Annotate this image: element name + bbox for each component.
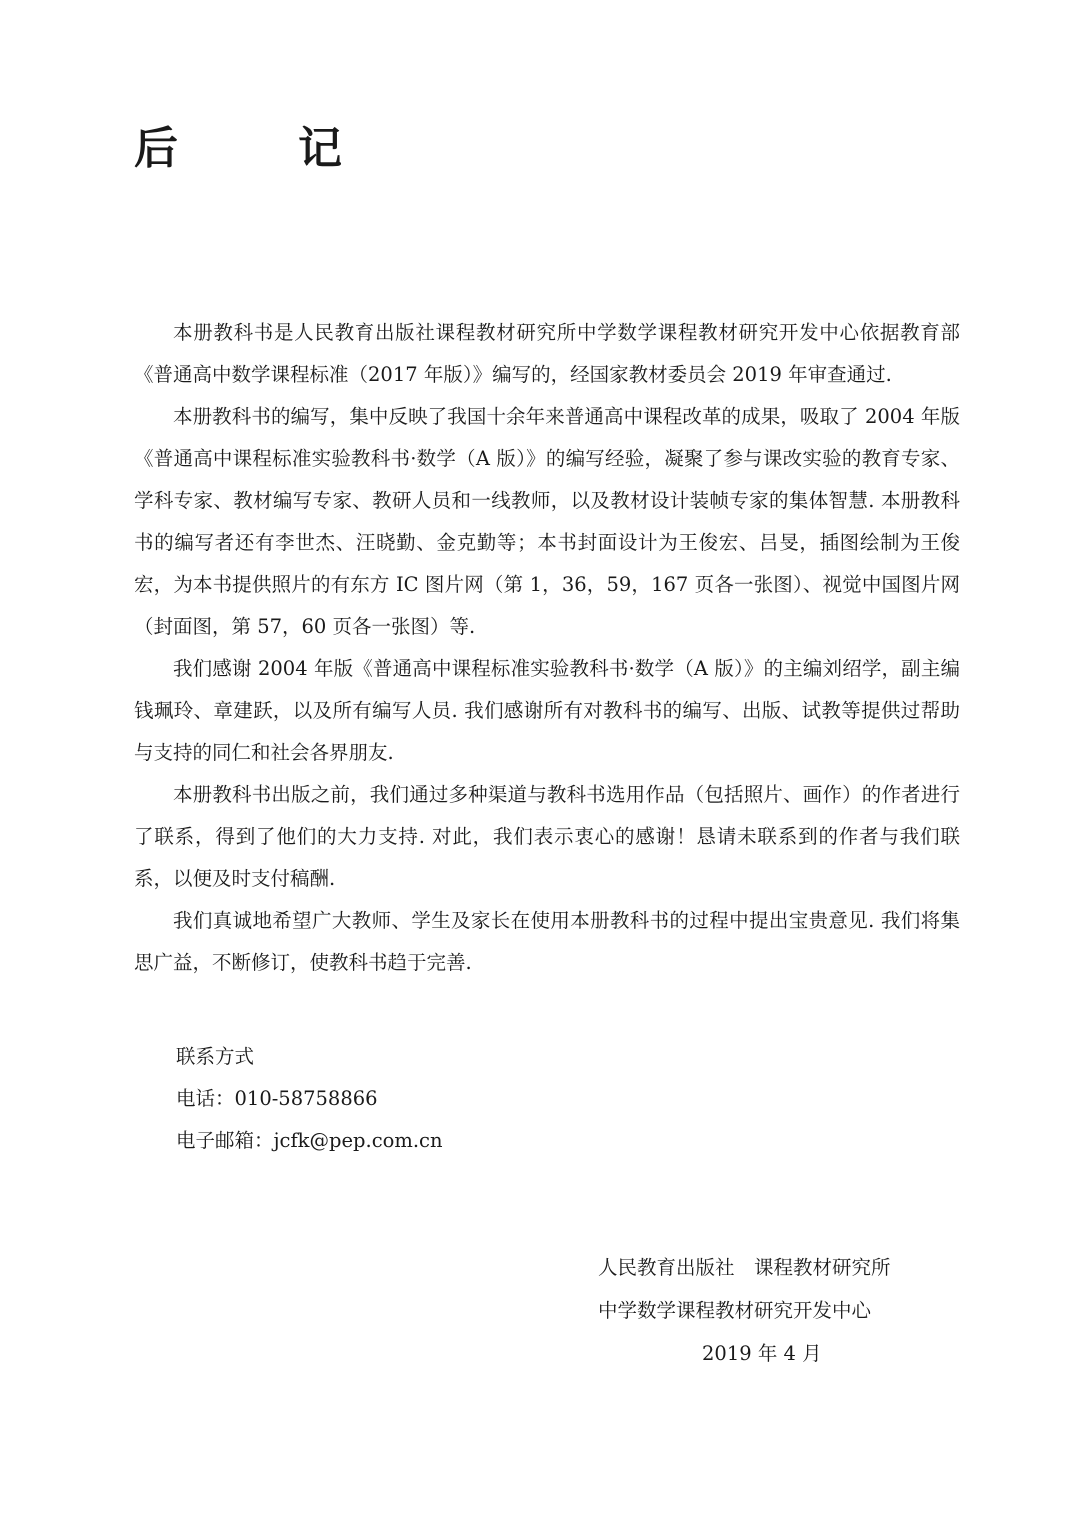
contact-heading: 联系方式 <box>176 1045 255 1068</box>
contact-block <box>176 1036 443 1162</box>
contact-phone: 电话：010-58758866 <box>176 1087 378 1110</box>
signature-line-1: 人民教育出版社 课程教材研究所 <box>598 1256 891 1279</box>
page-title: 后 记 <box>134 123 380 174</box>
signature-block <box>598 1246 891 1375</box>
signature-line-2: 中学数学课程教材研究开发中心 <box>598 1299 872 1322</box>
signature-date: 2019 年 4 月 <box>702 1342 822 1365</box>
paragraph-2: 本册教科书的编写，集中反映了我国十余年来普通高中课程改革的成果，吸取了 2004 年版《普通高中课程标准实验教科书·数学（A 版）》的编写经验，凝聚了参与课改实验的教育专家、学科专家、教材编写专家、教研人员和一线教师，以及教材设计装帧专家的集体智慧. 本册教科书的编写者还有李世杰、汪晓勤、金克勤等；本书封面设计为王俊宏、吕旻，插图绘制为王俊宏，为本书提供照片的有东方 IC 图片网（第 1，36，59，167 页各一张图）、视觉中国图片网（封面图，第 57，60 页各一张图）等. <box>134 405 960 638</box>
body-text <box>134 312 960 984</box>
paragraph-3: 我们感谢 2004 年版《普通高中课程标准实验教科书·数学（A 版）》的主编刘绍学，副主编钱珮玲、章建跃，以及所有编写人员. 我们感谢所有对教科书的编写、出版、试教等提供过帮助与支持的同仁和社会各界朋友. <box>134 657 960 764</box>
paragraph-4: 本册教科书出版之前，我们通过多种渠道与教科书选用作品（包括照片、画作）的作者进行了联系，得到了他们的大力支持. 对此，我们表示衷心的感谢！恳请未联系到的作者与我们联系，以便及时支付稿酬. <box>134 783 960 890</box>
contact-email: 电子邮箱：jcfk@pep.com.cn <box>176 1129 443 1152</box>
paragraph-5: 我们真诚地希望广大教师、学生及家长在使用本册教科书的过程中提出宝贵意见. 我们将集思广益，不断修订，使教科书趋于完善. <box>134 909 960 974</box>
paragraph-1: 本册教科书是人民教育出版社课程教材研究所中学数学课程教材研究开发中心依据教育部《普通高中数学课程标准（2017 年版）》编写的，经国家教材委员会 2019 年审查通过. <box>134 321 960 386</box>
